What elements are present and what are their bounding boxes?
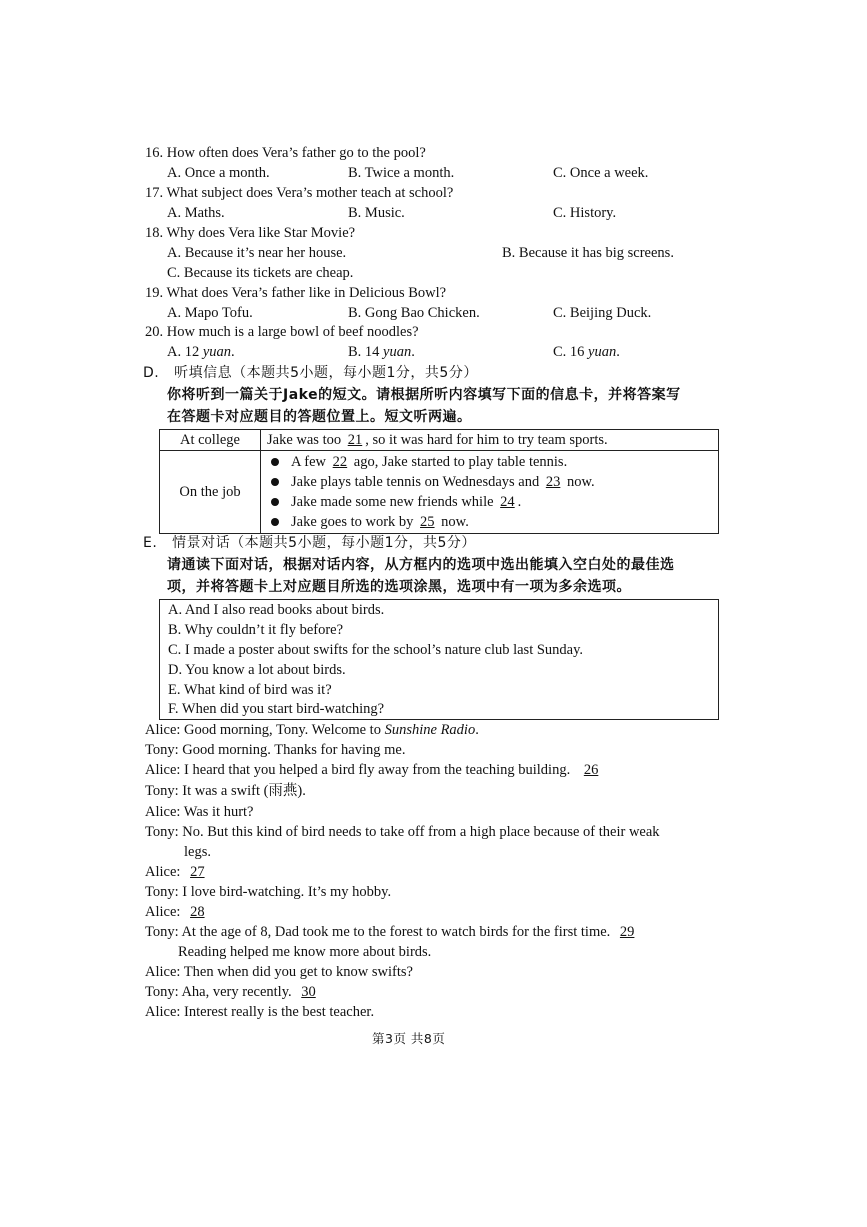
- option-b: B. Because it has big screens.: [502, 245, 674, 261]
- option-c: C. 16 yuan.: [553, 344, 620, 360]
- options-box: [159, 599, 719, 720]
- dialogue-line: Alice: 27: [145, 863, 213, 881]
- dialogue-line: Alice: 28: [145, 903, 213, 921]
- question-text: 19. What does Vera’s father like in Delicious Bowl?: [145, 285, 447, 301]
- blank-21[interactable]: 21: [347, 431, 363, 448]
- bullet-icon: [271, 518, 279, 526]
- option-b: B. Twice a month.: [348, 165, 455, 181]
- option-c: C. Beijing Duck.: [553, 305, 652, 321]
- option-e: E. What kind of bird was it?: [168, 682, 332, 698]
- question-text: 17. What subject does Vera’s mother teach at school?: [145, 185, 454, 201]
- option-f: F. When did you start bird-watching?: [168, 701, 385, 717]
- option-c: C. History.: [553, 205, 617, 221]
- option-b: B. 14 yuan.: [348, 344, 415, 360]
- blank-27[interactable]: 27: [190, 864, 205, 880]
- blank-26[interactable]: 26: [583, 762, 599, 778]
- dialogue-line: Tony: It was a swift (雨燕).: [145, 783, 306, 799]
- blank-29[interactable]: 29: [619, 924, 635, 940]
- option-a: A. Maths.: [167, 205, 225, 221]
- option-d: D. You know a lot about birds.: [168, 662, 346, 678]
- blank-25[interactable]: 25: [420, 514, 435, 530]
- row-label-college: At college: [160, 430, 261, 451]
- list-item: Jake made some new friends while 24 .: [267, 492, 712, 512]
- option-b: B. Why couldn’t it fly before?: [168, 622, 344, 638]
- row-content-college: Jake was too 21 , so it was hard for him to try team sports.: [261, 430, 719, 451]
- blank-30[interactable]: 30: [301, 984, 316, 1000]
- blank-22[interactable]: 22: [332, 454, 348, 470]
- option-a: A. And I also read books about birds.: [168, 602, 385, 618]
- section-e-instruction-2: 项，并将答题卡上对应题目所选的选项涂黑，选项中有一项为多余选项。: [167, 579, 631, 595]
- section-d-heading: D. 听填信息（本题共5小题，每小题1分，共5分）: [143, 365, 478, 381]
- section-e-instruction-1: 请通读下面对话，根据对话内容，从方框内的选项中选出能填入空白处的最佳选: [167, 557, 675, 573]
- dialogue-line: Tony: At the age of 8, Dad took me to the forest to watch birds for the first time. 29: [145, 923, 644, 941]
- dialogue-line: Tony: I love bird-watching. It’s my hobby.: [145, 884, 392, 900]
- dialogue-line: Alice: Good morning, Tony. Welcome to Sunshine Radio.: [145, 722, 479, 738]
- blank-28[interactable]: 28: [190, 904, 205, 920]
- question-text: 20. How much is a large bowl of beef noodles?: [145, 324, 419, 340]
- blank-24[interactable]: 24: [500, 494, 515, 510]
- dialogue-line-cont: Reading helped me know more about birds.: [178, 944, 432, 960]
- option-c: C. Once a week.: [553, 165, 649, 181]
- section-d-instruction-1: 你将听到一篇关于Jake的短文。请根据所听内容填写下面的信息卡，并将答案写: [167, 387, 681, 403]
- option-c: C. Because its tickets are cheap.: [167, 265, 354, 281]
- blank-23[interactable]: 23: [545, 474, 561, 490]
- question-text: 18. Why does Vera like Star Movie?: [145, 225, 356, 241]
- bullet-icon: [271, 498, 279, 506]
- dialogue-line: Tony: Aha, very recently. 30: [145, 983, 324, 1001]
- bullet-icon: [271, 478, 279, 486]
- option-a: A. Mapo Tofu.: [167, 305, 253, 321]
- dialogue-line: Alice: Interest really is the best teacher.: [145, 1004, 375, 1020]
- dialogue-line: Alice: Was it hurt?: [145, 804, 254, 820]
- list-item: Jake goes to work by 25 now.: [267, 512, 712, 532]
- list-item: Jake plays table tennis on Wednesdays and 23 now.: [267, 472, 712, 492]
- info-card-table: [159, 429, 719, 534]
- option-a: A. 12 yuan.: [167, 344, 235, 360]
- question-text: 16. How often does Vera’s father go to the pool?: [145, 145, 426, 161]
- option-a: A. Once a month.: [167, 165, 270, 181]
- option-b: B. Music.: [348, 205, 405, 221]
- section-e-heading: E. 情景对话（本题共5小题，每小题1分，共5分）: [143, 535, 476, 551]
- dialogue-line-cont: legs.: [184, 844, 211, 860]
- option-b: B. Gong Bao Chicken.: [348, 305, 480, 321]
- dialogue-line: Tony: Good morning. Thanks for having me.: [145, 742, 406, 758]
- bullet-icon: [271, 458, 279, 466]
- row-content-job: [261, 451, 719, 534]
- option-c: C. I made a poster about swifts for the school’s nature club last Sunday.: [168, 642, 584, 658]
- dialogue-line: Alice: Then when did you get to know swifts?: [145, 964, 413, 980]
- dialogue-line: Alice: I heard that you helped a bird fly away from the teaching building. 26: [145, 761, 604, 779]
- dialogue-line: Tony: No. But this kind of bird needs to take off from a high place because of their weak: [145, 824, 660, 840]
- option-a: A. Because it’s near her house.: [167, 245, 347, 261]
- section-d-instruction-2: 在答题卡对应题目的答题位置上。短文听两遍。: [167, 409, 472, 425]
- list-item: A few 22 ago, Jake started to play table tennis.: [267, 452, 712, 472]
- page-footer: 第3页 共8页: [372, 1031, 446, 1046]
- row-label-job: On the job: [160, 451, 261, 534]
